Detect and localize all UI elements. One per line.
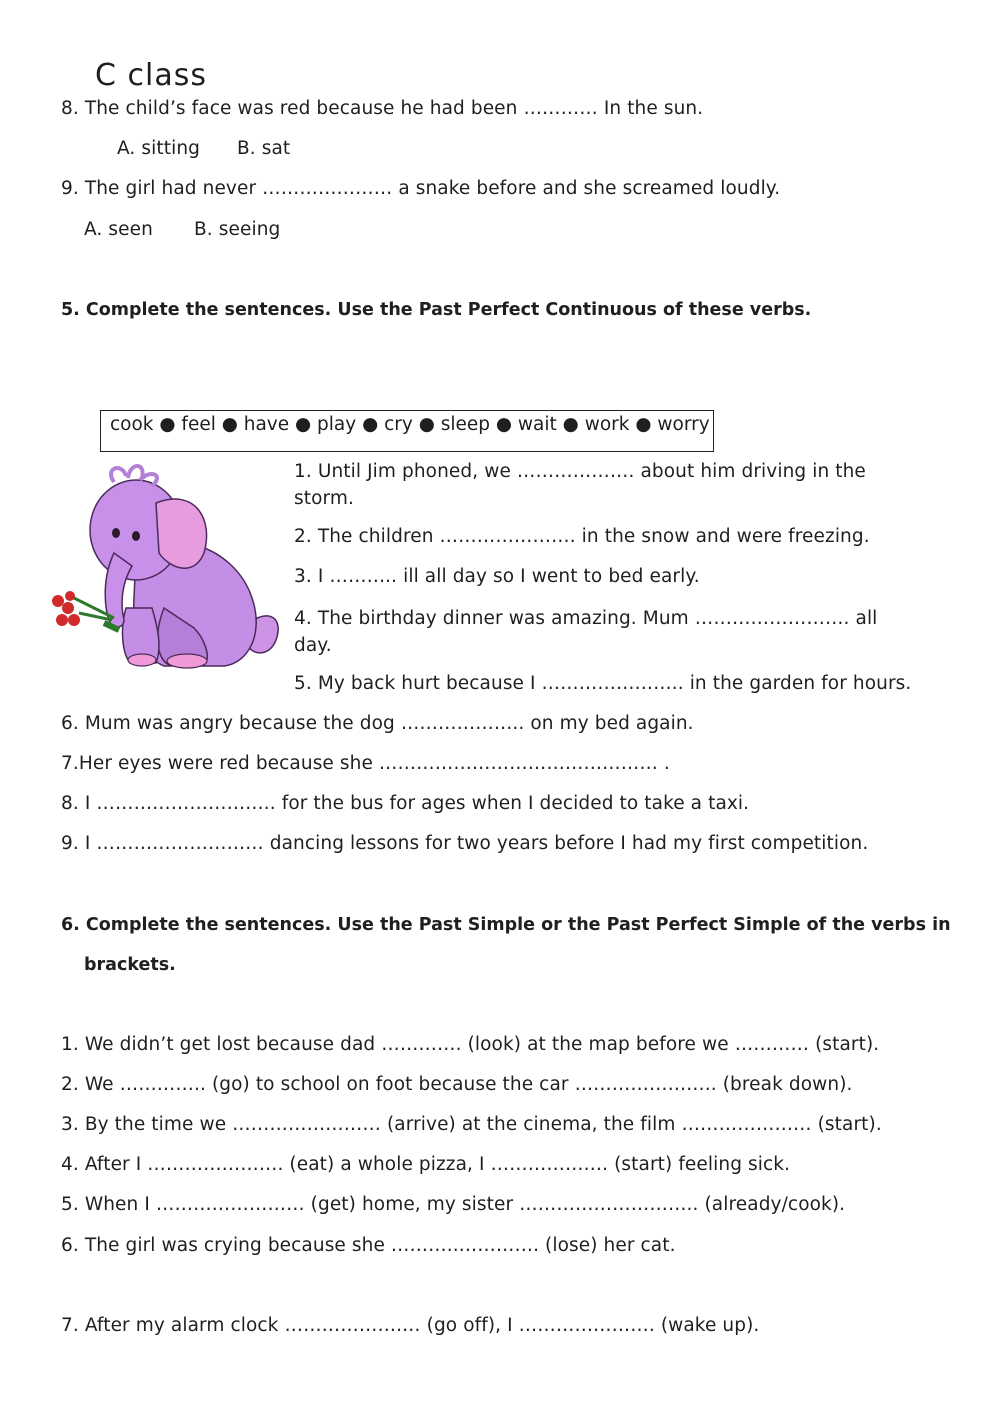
ex6-item-5: 5. When I …………………… (get) home, my sister ……………………….. (already/cook).	[61, 1194, 846, 1215]
ex6-item-6: 6. The girl was crying because she ………..…………. (lose) her cat.	[61, 1235, 676, 1256]
ex5-item-4: 4. The birthday dinner was amazing. Mum ……………………. all day.	[294, 608, 878, 656]
ex5-item-3: 3. I ……….. ill all day so I went to bed early.	[294, 566, 700, 587]
question-9: 9. The girl had never ………………… a snake before and she screamed loudly.	[61, 178, 781, 199]
ex6-item-4: 4. After I …………………. (eat) a whole pizza, I ………………. (start) feeling sick.	[61, 1154, 791, 1175]
exercise-6-heading: 6. Complete the sentences. Use the Past Simple or the Past Perfect Simple of the verbs in	[61, 915, 951, 935]
question-9-option-b: B. seeing	[194, 219, 281, 240]
ex5-item-1: 1. Until Jim phoned, we ………………. about him driving in the storm.	[294, 461, 866, 509]
question-8-option-b: B. sat	[237, 138, 291, 159]
ex5-item-5: 5. My back hurt because I ………………….. in the garden for hours.	[294, 673, 912, 694]
ex6-item-7: 7. After my alarm clock ……………….… (go off), I …………………. (wake up).	[61, 1315, 760, 1336]
word-box-text: cook ● feel ● have ● play ● cry ● sleep ● wait ● work ● worry	[110, 414, 710, 435]
ex6-item-2: 2. We ………….. (go) to school on foot because the car ………………….. (break down).	[61, 1074, 853, 1095]
ex5-item-6: 6. Mum was angry because the dog ……………….. on my bed again.	[61, 713, 694, 734]
ex6-item-3: 3. By the time we …………………… (arrive) at the cinema, the film ………………… (start).	[61, 1114, 882, 1135]
ex5-item-8: 8. I ……………………….. for the bus for ages when I decided to take a taxi.	[61, 793, 750, 814]
exercise-5-heading: 5. Complete the sentences. Use the Past Perfect Continuous of these verbs.	[61, 300, 812, 320]
question-8-option-a: A. sitting	[117, 138, 200, 159]
class-label: C class	[95, 58, 207, 93]
elephant-illustration	[44, 458, 284, 673]
word-box	[100, 410, 714, 452]
ex6-item-1: 1. We didn’t get lost because dad …………. (look) at the map before we ………… (start).	[61, 1034, 880, 1055]
question-8: 8. The child’s face was red because he had been ………… In the sun.	[61, 98, 704, 119]
ex5-item-9: 9. I ……………………… dancing lessons for two years before I had my first competition.	[61, 833, 869, 854]
ex5-item-7: 7.Her eyes were red because she ……………………………………… .	[61, 753, 670, 774]
question-9-option-a: A. seen	[84, 219, 153, 240]
exercise-6-heading-cont: brackets.	[84, 955, 176, 975]
ex5-item-2: 2. The children …………………. in the snow and were freezing.	[294, 526, 870, 547]
